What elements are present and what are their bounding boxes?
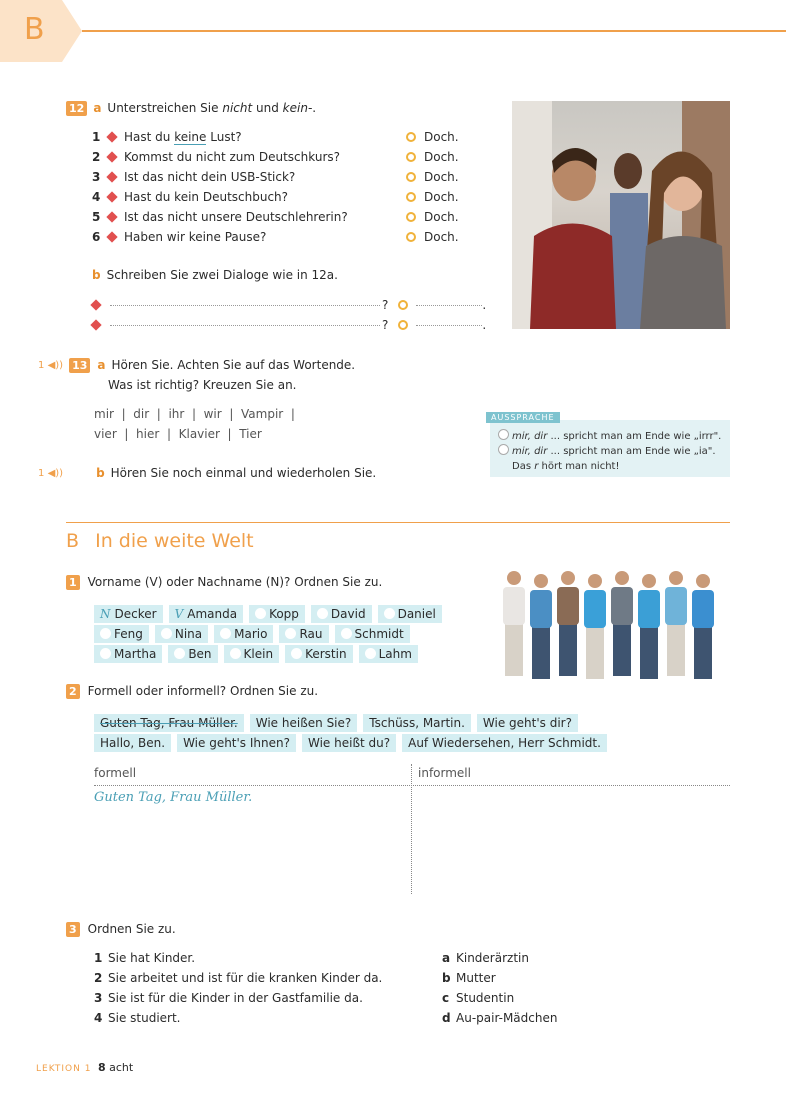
section-rule — [66, 522, 730, 523]
phrase-chip[interactable]: Wie heißen Sie? — [250, 714, 358, 732]
item-question[interactable] — [124, 150, 406, 164]
instr-italic: kein- — [282, 101, 313, 115]
period: . — [482, 298, 487, 312]
dialog-line — [92, 315, 492, 335]
person-figure — [665, 571, 687, 676]
ex3-right-list — [442, 948, 642, 1028]
name-chip[interactable] — [285, 645, 352, 663]
exercise-3-heading — [66, 919, 176, 939]
ring-icon — [398, 300, 408, 310]
speaker-icon: ◀)) — [47, 359, 64, 371]
answer-circle[interactable] — [220, 628, 231, 639]
answer-circle[interactable] — [230, 648, 241, 659]
chip-label: Daniel — [397, 607, 436, 621]
item-letter: b — [442, 971, 451, 985]
chip-label: Klein — [243, 647, 274, 661]
answer-circle[interactable] — [365, 648, 376, 659]
aussprache-box — [490, 413, 730, 477]
section-letter: B — [66, 530, 80, 552]
exercise-number: 13 — [69, 358, 90, 373]
note-part: hört man nicht! — [538, 461, 620, 472]
exercise-12 — [66, 98, 496, 118]
name-chip[interactable] — [335, 625, 410, 643]
exercise-number: 1 — [66, 575, 80, 590]
item-question[interactable] — [124, 170, 406, 184]
item-question[interactable] — [124, 190, 406, 204]
item-text: Sie arbeitet und ist für die kranken Kinder da. — [108, 971, 383, 985]
col-informell: informell — [418, 766, 471, 780]
chip-label: Mario — [234, 627, 268, 641]
person-figure — [584, 574, 606, 679]
sub-label: b — [92, 268, 101, 282]
item-number: 4 — [92, 190, 101, 204]
diamond-icon — [106, 171, 117, 182]
chip-label: Ben — [188, 647, 212, 661]
answer-circle[interactable] — [285, 628, 296, 639]
ex12b-heading — [92, 265, 338, 285]
diamond-icon — [106, 131, 117, 142]
ex12a-heading — [66, 98, 496, 118]
exercise-13b — [38, 463, 376, 483]
match-item-left — [94, 1008, 434, 1028]
name-chip[interactable] — [224, 645, 280, 663]
answer-circle[interactable] — [100, 628, 111, 639]
match-item-left — [94, 948, 434, 968]
underlined-word: keine — [174, 130, 207, 144]
chapter-letter: B — [24, 12, 45, 47]
ex12-list — [92, 127, 472, 247]
answer-circle[interactable] — [255, 608, 266, 619]
name-chip[interactable] — [359, 645, 418, 663]
footer-lektion: LEKTION 1 — [36, 1064, 92, 1074]
item-number: 4 — [94, 1011, 103, 1025]
write-line[interactable] — [110, 325, 380, 326]
photo-students — [512, 101, 730, 329]
phrase-chip[interactable]: Wie geht's dir? — [477, 714, 578, 732]
name-chip[interactable] — [279, 625, 328, 643]
answer-text: Doch. — [424, 130, 459, 144]
item-number: 2 — [94, 971, 103, 985]
note-part: Das — [512, 461, 535, 472]
aussprache-note — [498, 459, 721, 474]
item-number: 1 — [92, 130, 101, 144]
name-chip[interactable] — [155, 625, 208, 643]
diamond-icon — [90, 299, 101, 310]
answer-text: Doch. — [424, 190, 459, 204]
item-number: 5 — [92, 210, 101, 224]
group-illustration — [492, 558, 722, 686]
item-question[interactable] — [124, 230, 406, 244]
ex3-left-list — [94, 948, 434, 1028]
write-line[interactable] — [416, 325, 482, 326]
item-question[interactable] — [124, 210, 406, 224]
radio-circle[interactable] — [498, 429, 509, 440]
aussprache-tag: AUSSPRACHE — [486, 412, 560, 423]
ring-icon — [406, 132, 416, 142]
dialog-item — [92, 127, 472, 147]
diamond-icon — [106, 191, 117, 202]
chip-row — [94, 733, 654, 753]
chip-label: Kerstin — [305, 647, 347, 661]
answer-circle[interactable] — [161, 628, 172, 639]
ring-icon — [398, 320, 408, 330]
table-divider — [411, 764, 412, 894]
question-mark: ? — [382, 298, 389, 312]
chip-label: Kopp — [269, 607, 299, 621]
answer-text: Doch. — [424, 210, 459, 224]
match-item-right — [442, 1008, 642, 1028]
chip-mark: N — [100, 607, 111, 621]
item-number: 2 — [92, 150, 101, 164]
question-text: Hast du — [124, 130, 175, 144]
ring-icon — [406, 172, 416, 182]
dialog-line — [92, 295, 492, 315]
name-chip[interactable] — [94, 645, 162, 663]
answer-circle[interactable] — [174, 648, 185, 659]
radio-circle[interactable] — [498, 444, 509, 455]
name-chip[interactable] — [94, 605, 163, 623]
instr-part: . — [312, 101, 317, 115]
answer-circle[interactable] — [341, 628, 352, 639]
match-item-left — [94, 988, 434, 1008]
speaker-icon: ◀)) — [47, 467, 64, 479]
phrase-chip[interactable]: Guten Tag, Frau Müller. — [94, 714, 244, 732]
instr-part: und — [252, 101, 283, 115]
diamond-icon — [106, 231, 117, 242]
dialog-item — [92, 207, 472, 227]
track-number: 1 — [38, 359, 45, 371]
chip-label: Martha — [114, 647, 157, 661]
phrase-chips — [94, 713, 654, 753]
name-chip[interactable] — [214, 625, 273, 643]
ex12a-instruction — [107, 101, 316, 115]
chip-row — [94, 644, 454, 664]
dialog-item — [92, 227, 472, 247]
page-number: 8 — [97, 1061, 106, 1074]
person-figure — [692, 574, 714, 679]
dialog-item — [92, 187, 472, 207]
footer — [36, 1061, 133, 1074]
chip-label: Lahm — [378, 647, 412, 661]
name-chip[interactable] — [168, 645, 217, 663]
ex2-instruction: Formell oder informell? Ordnen Sie zu. — [87, 684, 319, 698]
phrase-chip[interactable]: Wie geht's Ihnen? — [177, 734, 296, 752]
name-chip[interactable] — [311, 605, 372, 623]
question-text: Ist das nicht dein USB-Stick? — [124, 170, 296, 184]
chip-label: Feng — [114, 627, 143, 641]
phrase-chip[interactable]: Auf Wiedersehen, Herr Schmidt. — [402, 734, 607, 752]
diamond-icon — [106, 211, 117, 222]
page-word: acht — [109, 1061, 134, 1074]
question-text: Lust? — [206, 130, 242, 144]
chip-label: Amanda — [187, 607, 238, 621]
table-header-rule — [94, 785, 730, 786]
section-title: In die weite Welt — [95, 530, 254, 552]
diamond-icon — [106, 151, 117, 162]
exercise-1-heading — [66, 572, 382, 592]
ring-icon — [406, 232, 416, 242]
write-line[interactable] — [416, 305, 482, 306]
match-item-right — [442, 948, 642, 968]
answer-circle[interactable] — [100, 648, 111, 659]
opt-text: ... spricht man am Ende wie „ia". — [547, 446, 716, 457]
name-chip[interactable] — [378, 605, 442, 623]
person-figure — [638, 574, 660, 679]
item-question[interactable] — [124, 130, 406, 144]
item-text: Au-pair-Mädchen — [456, 1011, 558, 1025]
item-text: Mutter — [456, 971, 496, 985]
photo-group — [492, 558, 722, 686]
instr-italic: nicht — [222, 101, 253, 115]
chapter-tab — [0, 0, 82, 62]
aussprache-option[interactable] — [498, 444, 721, 459]
phrase-chip[interactable]: Wie heißt du? — [302, 734, 396, 752]
ex13a-line2: Was ist richtig? Kreuzen Sie an. — [108, 378, 297, 392]
answer-text: Doch. — [424, 170, 459, 184]
item-number: 1 — [94, 951, 103, 965]
photo-illustration — [512, 101, 730, 329]
sort-table — [94, 764, 730, 894]
item-letter: a — [442, 951, 451, 965]
exercise-13 — [38, 355, 458, 395]
chip-mark: V — [174, 607, 184, 621]
ex12b-lines — [92, 295, 492, 335]
sub-label: b — [96, 466, 105, 480]
ex1-instruction: Vorname (V) oder Nachname (N)? Ordnen Sie zu. — [87, 575, 383, 589]
exercise-number: 12 — [66, 101, 87, 116]
chip-label: David — [330, 607, 366, 621]
ex13a-line1: Hören Sie. Achten Sie auf das Wortende. — [111, 358, 356, 372]
col-formell: formell — [94, 766, 137, 780]
exercise-number: 2 — [66, 684, 80, 699]
item-number: 6 — [92, 230, 101, 244]
instr-part: Unterstreichen Sie — [107, 101, 223, 115]
item-text: Kinderärztin — [456, 951, 529, 965]
chip-row — [94, 713, 654, 733]
opt-text: ... spricht man am Ende wie „irrr". — [547, 431, 722, 442]
question-text: Ist das nicht unsere Deutschlehrerin? — [124, 210, 348, 224]
opt-italic: mir, dir — [512, 446, 548, 457]
write-line[interactable] — [110, 305, 380, 306]
chip-row — [94, 624, 454, 644]
ring-icon — [406, 212, 416, 222]
phrase-chip[interactable]: Tschüss, Martin. — [363, 714, 471, 732]
answer-circle[interactable] — [291, 648, 302, 659]
answer-circle[interactable] — [384, 608, 395, 619]
word-row: mir | dir | ihr | wir | Vampir | — [94, 407, 295, 421]
chip-label: Nina — [174, 627, 203, 641]
ring-icon — [406, 152, 416, 162]
track-number: 1 — [38, 467, 45, 479]
period: . — [482, 318, 487, 332]
chip-label: Rau — [299, 627, 323, 641]
section-heading — [66, 530, 254, 552]
phrase-chip[interactable]: Hallo, Ben. — [94, 734, 171, 752]
ex3-instruction: Ordnen Sie zu. — [87, 922, 176, 936]
question-text: Kommst du nicht zum Deutschkurs? — [124, 150, 340, 164]
opt-italic: mir, dir — [512, 431, 548, 442]
person-figure — [557, 571, 579, 676]
ex12b-instruction: Schreiben Sie zwei Dialoge wie in 12a. — [106, 268, 338, 282]
answer-text: Doch. — [424, 150, 459, 164]
question-mark: ? — [382, 318, 389, 332]
item-number: 3 — [92, 170, 101, 184]
dialog-item — [92, 147, 472, 167]
person-figure — [611, 571, 633, 676]
audio-track[interactable] — [38, 360, 63, 371]
sub-label: a — [93, 101, 102, 115]
person-figure — [530, 574, 552, 679]
exercise-2-heading — [66, 681, 318, 701]
note-italic: r — [534, 461, 539, 472]
header-rule — [82, 30, 786, 32]
diamond-icon — [90, 319, 101, 330]
sub-label: a — [97, 358, 106, 372]
match-item-right — [442, 968, 642, 988]
item-text: Sie ist für die Kinder in der Gastfamilie da. — [108, 991, 363, 1005]
name-chip[interactable] — [249, 605, 305, 623]
dialog-item — [92, 167, 472, 187]
chip-label: Schmidt — [354, 627, 404, 641]
item-text: Studentin — [456, 991, 515, 1005]
item-number: 3 — [94, 991, 103, 1005]
word-list — [94, 404, 295, 444]
person-figure — [503, 571, 525, 676]
name-chip[interactable] — [169, 605, 244, 623]
word-row: vier | hier | Klavier | Tier — [94, 427, 262, 441]
item-text: Sie studiert. — [108, 1011, 181, 1025]
match-item-right — [442, 988, 642, 1008]
answer-circle[interactable] — [317, 608, 328, 619]
name-chip[interactable] — [94, 625, 149, 643]
item-letter: d — [442, 1011, 451, 1025]
question-text: Hast du kein Deutschbuch? — [124, 190, 289, 204]
chip-row — [94, 604, 454, 624]
chip-label: Decker — [114, 607, 157, 621]
match-item-left — [94, 968, 434, 988]
aussprache-option[interactable] — [498, 429, 721, 444]
aussprache-content — [498, 429, 721, 474]
name-chips — [94, 604, 454, 664]
audio-track[interactable] — [38, 468, 63, 479]
answer-text: Doch. — [424, 230, 459, 244]
item-letter: c — [442, 991, 450, 1005]
ring-icon — [406, 192, 416, 202]
ex13b-instruction: Hören Sie noch einmal und wiederholen Sie. — [110, 466, 377, 480]
exercise-number: 3 — [66, 922, 80, 937]
question-text: Haben wir keine Pause? — [124, 230, 267, 244]
item-text: Sie hat Kinder. — [108, 951, 196, 965]
example-answer: Guten Tag, Frau Müller. — [94, 790, 253, 805]
